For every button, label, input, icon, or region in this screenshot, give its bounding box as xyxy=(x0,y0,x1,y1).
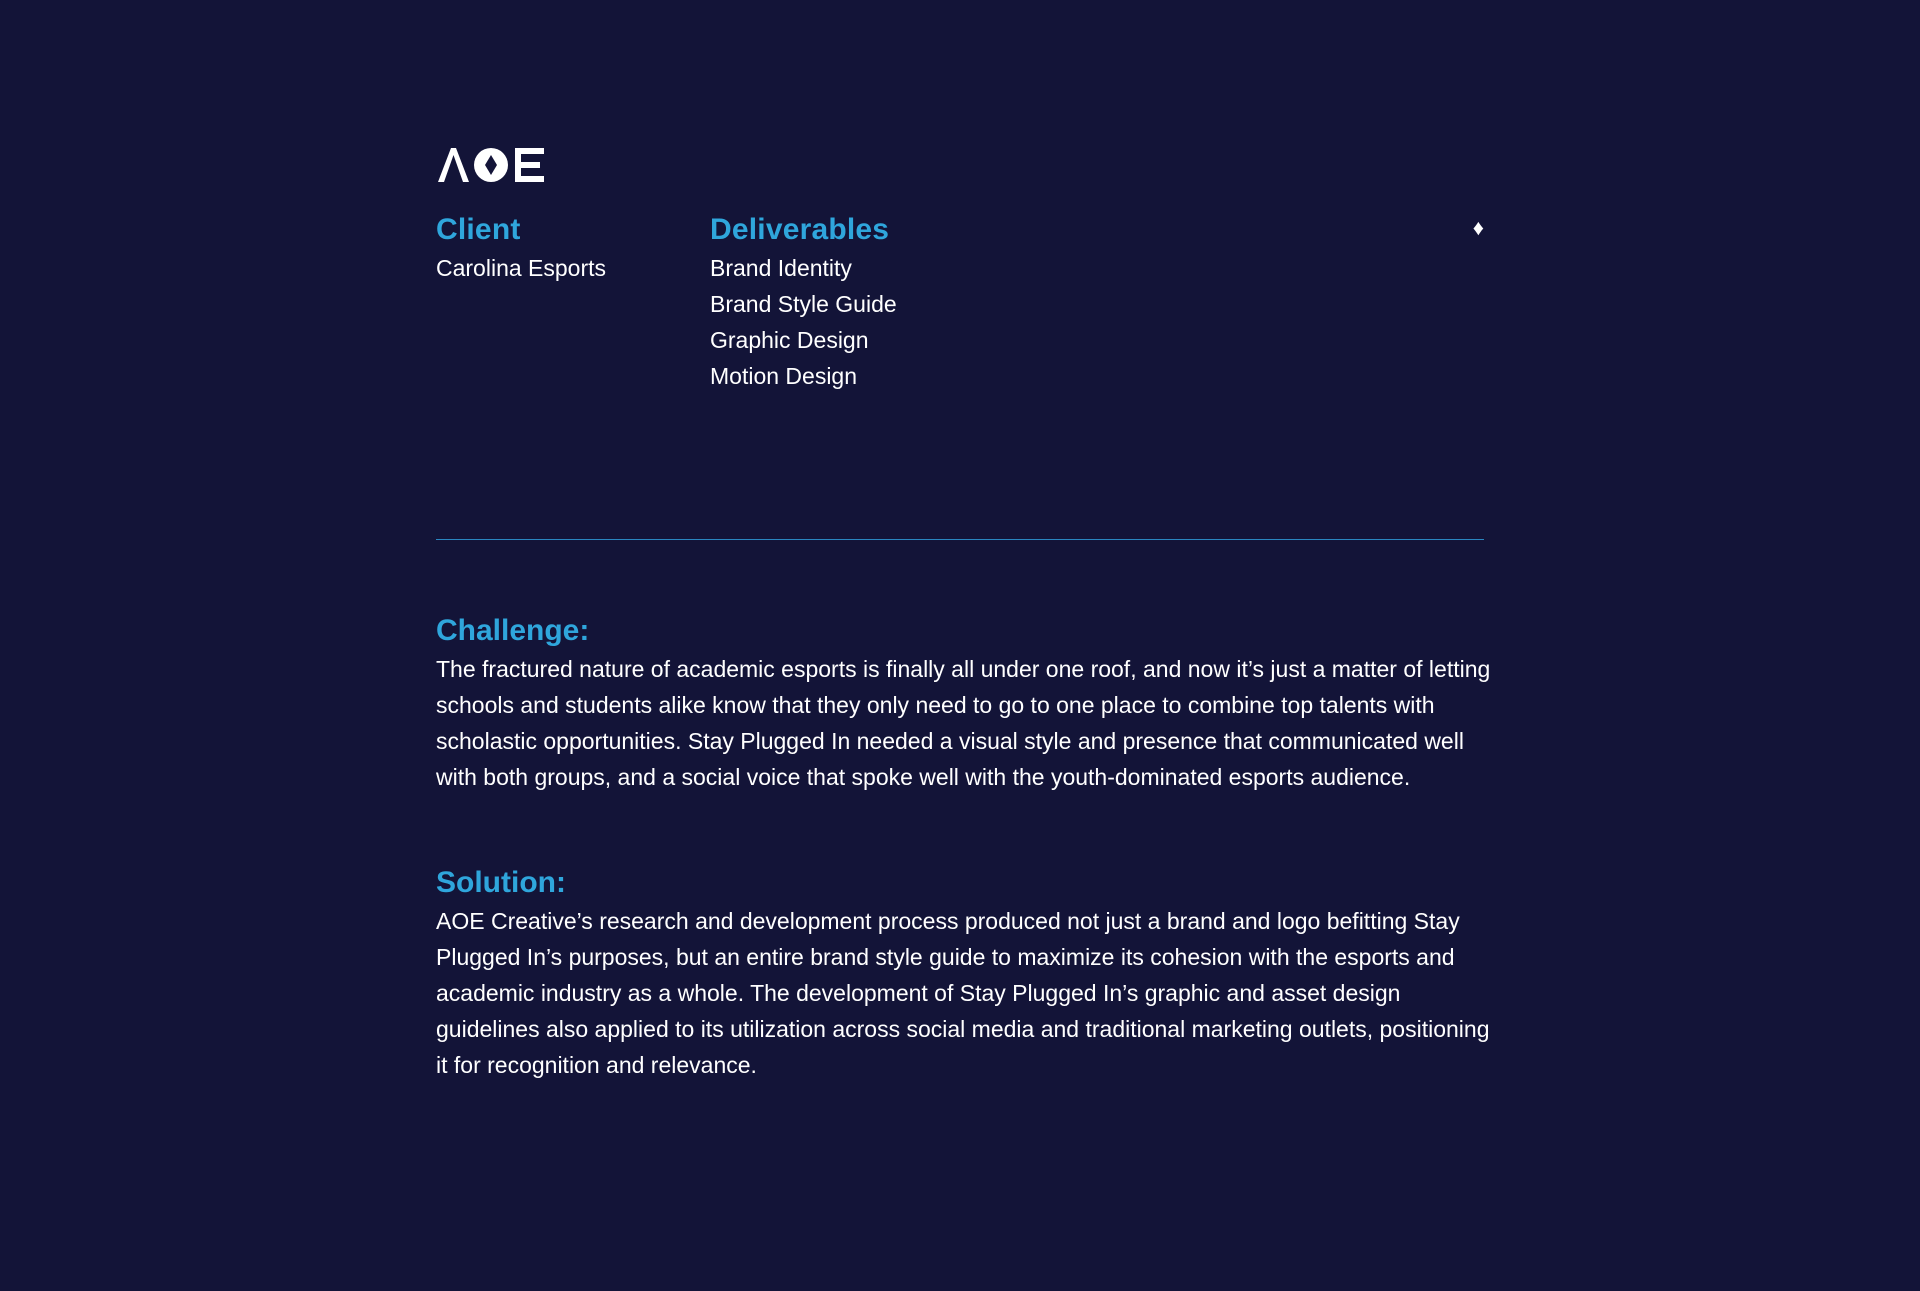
diamond-icon: ♦ xyxy=(1472,215,1484,240)
aoe-logo[interactable] xyxy=(436,146,546,184)
challenge-section xyxy=(436,613,1496,795)
deliverables-block xyxy=(710,212,897,394)
client-block xyxy=(436,212,606,286)
deliverable-item: Brand Style Guide xyxy=(710,291,897,317)
section-divider xyxy=(436,539,1484,540)
challenge-body: The fractured nature of academic esports is finally all under one roof, and now it’s just a matter of letting schools and students alike know that they only need to go to one place to combine top talents with scholastic opportunities. Stay Plugged In needed a visual style and presence that communicated well with both groups, and a social voice that spoke well with the youth-dominated esports audience. xyxy=(436,656,1491,790)
deliverables-list xyxy=(710,250,897,394)
project-header xyxy=(436,146,1484,402)
client-value: Carolina Esports xyxy=(436,255,607,281)
solution-title: Solution: xyxy=(436,866,566,899)
deliverable-item: Graphic Design xyxy=(710,327,869,353)
client-label: Client xyxy=(436,213,521,246)
solution-body: AOE Creative’s research and development process produced not just a brand and logo befitting Stay Plugged In’s purposes, but an entire brand style guide to maximize its cohesion with the esports and academic industry as a whole. The development of Stay Plugged In’s graphic and asset design guidelines also applied to its utilization across social media and traditional marketing outlets, positioning it for recognition and relevance. xyxy=(436,908,1490,1078)
deliverable-item: Brand Identity xyxy=(710,255,852,281)
challenge-title: Challenge: xyxy=(436,614,590,647)
solution-section xyxy=(436,865,1496,1083)
deliverable-item: Motion Design xyxy=(710,363,858,389)
deliverables-label: Deliverables xyxy=(710,213,890,246)
project-meta xyxy=(436,212,1484,402)
